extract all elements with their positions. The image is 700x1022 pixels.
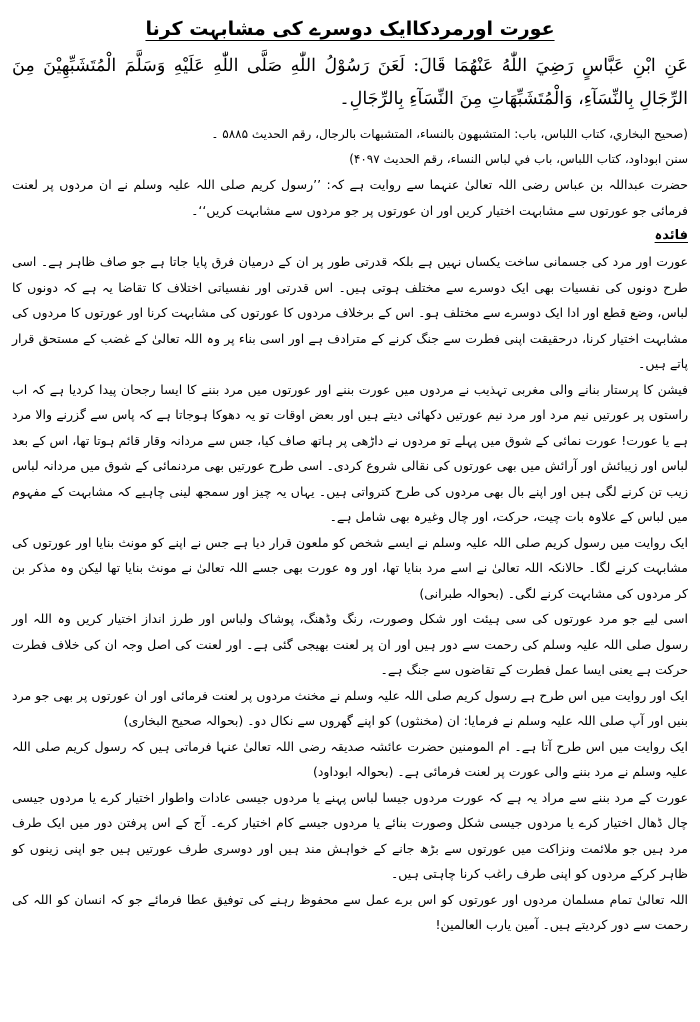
hadith-reference-abudawud: سنن ابوداود، كتاب اللباس، باب في لباس النساء، رقم الحديث ۴۰۹۷)	[349, 152, 688, 166]
body-paragraph-8: اللہ تعالیٰ تمام مسلمان مردوں اور عورتوں کو اس برے عمل سے محفوظ رہنے کی توفیق عطا فرمائے جو کہ انسان کو اللہ کی رحمت سے دور کردیتے ہیں۔ آمین یارب العالمین!	[12, 891, 688, 932]
page-title: عورت اورمردکاایک دوسرے کی مشابہت کرنا	[145, 18, 555, 40]
hadith-reference-bukhari: (صحیح البخاري، كتاب اللباس، باب: المتشبهون بالنساء، المتشبهات بالرجال، رقم الحديث ۵۸۸۵ ۔	[211, 127, 688, 141]
body-paragraph-6: ایک روایت میں اس طرح آتا ہے۔ ام المومنین حضرت عائشہ صدیقہ رضی اللہ تعالیٰ عنہا فرماتی ہیں کہ رسول کریم صلی اللہ علیہ وسلم نے مرد بننے والی عورت پر لعنت فرمائی ہے۔ (بحوالہ ابوداود)	[12, 738, 688, 779]
body-paragraph-2: فیشن کا پرستار بنانے والی مغربی تہذیب نے مردوں میں عورت بننے اور عورتوں میں مرد بننے کا ایسا رجحان پیدا کردیا ہے کہ اب راستوں پر عورتیں نیم مرد اور مرد نیم عورتیں دکھائی دیتے ہیں اور بعض اوقات تو یہ دھوکا ہوجاتا ہے کہ پاس سے گزرنے والا مرد ہے یا عورت! عورت نمائی کے شوق میں پہلے تو مردوں نے داڑھی پر ہاتھ صاف کیا، جس سے مردانہ وقار قائم ہوتا تھا، اس کے بعد لباس اور زیبائش اور آرائش میں بھی عورتوں کی نقالی شروع کردی۔ اسی طرح عورتیں بھی مردنمائی کے شوق میں مردانہ لباس زیب تن کرنے لگی ہیں اور اپنے بال بھی مردوں کی طرح کترواتی ہیں۔ یہاں یہ چیز اور سمجھ لینی چاہیے کہ مشابہت کے مفہوم میں لباس کے علاوہ بات چیت، حرکت، اور چال وغیرہ بھی شامل ہے۔	[12, 381, 688, 524]
hadith-arabic-text: عَنِ ابْنِ عَبَّاسٍ رَضِيَ اللّٰهُ عَنْهُمَا قَالَ: لَعَنَ رَسُوْلُ اللّٰهِ صَلَّى اللّٰهِ عَلَيْهِ وَسَلَّمَ الْمُتَشَبِّهِيْنَ مِنَ الرِّجَالِ بِالنِّسَآءِ، وَالْمُتَشَبِّهَاتِ مِنَ النِّسَآءِ بِالرِّجَالِ۔	[12, 56, 689, 109]
benefit-heading: فائدہ	[654, 228, 688, 243]
body-paragraph-5: ایک اور روایت میں اس طرح ہے رسول کریم صلی اللہ علیہ وسلم نے مخنث مردوں پر لعنت فرمائی اور ان عورتوں پر بھی جو مرد بنیں اور آپ صلی اللہ علیہ وسلم نے فرمایا: ان (مخنثوں) کو اپنے گھروں سے نکال دو۔ (بحوالہ صحیح البخاری)	[12, 687, 688, 728]
body-paragraph-4: اسی لیے جو مرد عورتوں کی سی ہیئت اور شکل وصورت، رنگ وڈھنگ، پوشاک ولباس اور طرز انداز اختیار کریں وہ اللہ اور رسول صلی اللہ علیہ وسلم کی رحمت سے دور ہیں اور ان پر لعنت بھیجی گئی ہے۔ اور لعنت کی اصل وجہ ان کی خلاف فطرت حرکت ہے یعنی ایسا عمل فطرت کے تقاضوں سے جنگ ہے۔	[12, 611, 688, 677]
hadith-translation: حضرت عبداللہ بن عباس رضی اللہ تعالیٰ عنہما سے روایت ہے کہ: ’’رسول کریم صلی اللہ علیہ وسلم نے ان مردوں پر لعنت فرمائی جو عورتوں سے مشابہت اختیار کریں اور ان عورتوں پر جو مردوں سے مشابہت کریں‘‘۔	[12, 177, 688, 218]
body-paragraph-7: عورت کے مرد بننے سے مراد یہ ہے کہ عورت مردوں جیسا لباس پہنے یا مردوں جیسی عادات واطوار اختیار کرے یا مردوں جیسی چال ڈھال اختیار کرے یا مردوں جیسی شکل وصورت بنائے یا مردوں جیسے کام اختیار کرے۔ آج کے اس پرفتن دور میں ایک طرف مرد ہیں جو ملائمت ونزاکت میں عورتوں سے بڑھ جانے کے خواہش مند ہیں اور دوسری طرف عورتیں ہیں جو اپنی زینوں کو ظاہر کرکے مردوں کو اپنی طرف راغب کرنا چاہتی ہیں۔	[12, 789, 688, 881]
body-paragraph-3: ایک روایت میں رسول کریم صلی اللہ علیہ وسلم نے ایسے شخص کو ملعون قرار دیا ہے جس نے اپنے کو مونث بنایا اور عورتوں کی مشابہت کرنے لگا۔ حالانکہ اللہ تعالیٰ نے اسے مرد بنایا تھا، اور وہ عورت بھی جسے اللہ تعالیٰ نے مونث بنایا تھا لیکن وہ مذکر بن کر مردوں کی مشابہت کرنے لگی۔ (بحوالہ طبرانی)	[12, 534, 688, 601]
body-paragraph-1: عورت اور مرد کی جسمانی ساخت یکساں نہیں ہے بلکہ قدرتی طور پر ان کے درمیان فرق پایا جاتا ہے جو صاف ظاہر ہے۔ اسی طرح دونوں کی نفسیات بھی ایک دوسرے سے مختلف ہوتی ہیں۔ اس قدرتی اور نفسیاتی اختلاف کا تقاضا یہ ہے کہ دونوں کا لباس، وضع قطع اور ادا ایک دوسرے سے مختلف ہو۔ اس کے برخلاف مردوں کا عورتوں کی مشابہت کرنا اور عورتوں کا مردوں کی مشابہت اختیار کرنا، درحقیقت اپنی فطرت سے جنگ کرنے کے مترادف ہے اور اسی بناء پر وہ اللہ تعالیٰ کے غضب کے مستحق قرار پاتے ہیں۔	[12, 254, 688, 371]
